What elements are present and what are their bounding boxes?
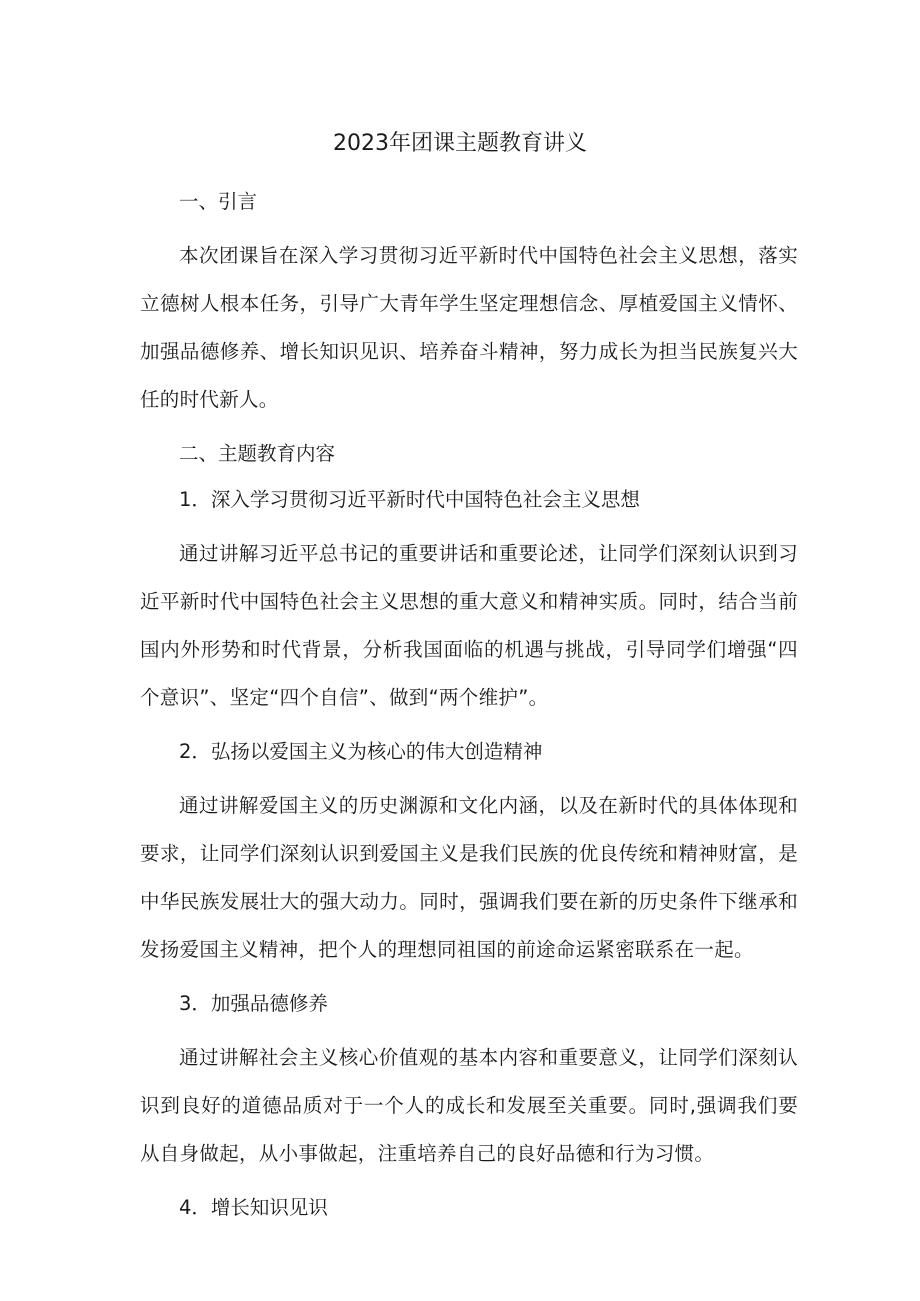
document-body: [140, 186, 798, 1238]
paragraph-3: 通过讲解社会主义核心价值观的基本内容和重要意义，让同学们深刻认识到良好的道德品质对于一个人的成长和发展至关重要。同时,强调我们要从自身做起，从小事做起，注重培养自己的良好品德和行为习惯。: [140, 1046, 798, 1165]
paragraph-1: 通过讲解习近平总书记的重要讲话和重要论述，让同学们深刻认识到习近平新时代中国特色社会主义思想的重大意义和精神实质。同时，结合当前国内外形势和时代背景，分析我国面临的机遇与挑战，引导同学们增强“四个意识”、坚定“四个自信”、做到“两个维护”。: [140, 542, 798, 709]
document-title: 2023年团课主题教育讲义: [333, 131, 587, 156]
paragraph-2: 通过讲解爱国主义的历史渊源和文化内涵，以及在新时代的具体体现和要求，让同学们深刻认识到爱国主义是我们民族的优良传统和精神财富，是中华民族发展壮大的强大动力。同时，强调我们要在新的历史条件下继承和发扬爱国主义精神，把个人的理想同祖国的前途命运紧密联系在一起。: [140, 794, 798, 961]
sub-heading-1: 1．深入学习贯彻习近平新时代中国特色社会主义思想: [179, 488, 640, 511]
section-heading-intro: 一、引言: [179, 190, 258, 213]
paragraph-intro: 本次团课旨在深入学习贯彻习近平新时代中国特色社会主义思想，落实立德树人根本任务，引导广大青年学生坚定理想信念、厚植爱国主义情怀、加强品德修养、增长知识见识、培养奋斗精神，努力成长为担当民族复兴大任的时代新人。: [140, 244, 798, 411]
sub-heading-3: 3．加强品德修养: [179, 992, 328, 1015]
section-heading-content: 二、主题教育内容: [179, 442, 336, 465]
sub-heading-4: 4．增长知识见识: [179, 1196, 328, 1219]
sub-heading-2: 2．弘扬以爱国主义为核心的伟大创造精神: [179, 740, 543, 763]
